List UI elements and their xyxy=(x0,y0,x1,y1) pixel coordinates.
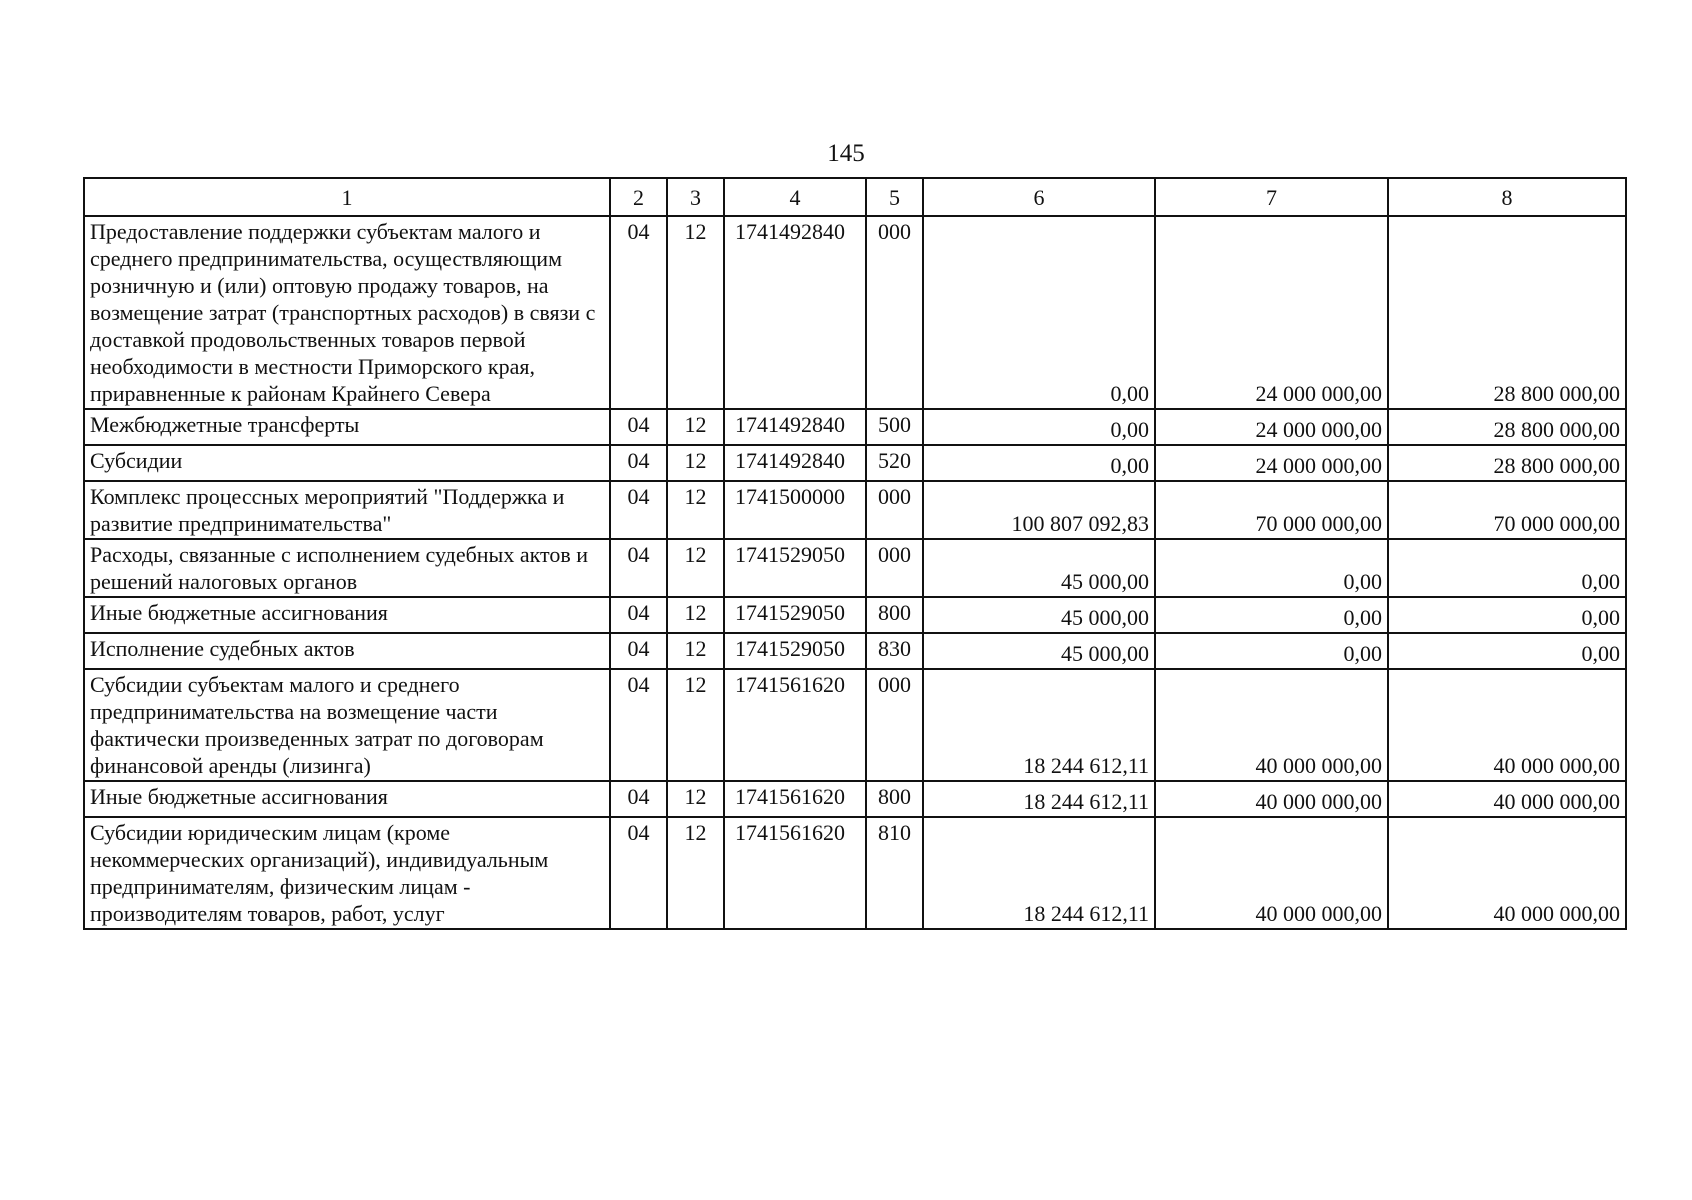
row-target-article: 1741529050 xyxy=(724,539,866,597)
table-row xyxy=(84,216,1626,409)
row-expense-type: 520 xyxy=(866,445,923,481)
row-section-code: 04 xyxy=(610,597,667,633)
row-amount-col7: 0,00 xyxy=(1155,597,1388,633)
row-section-code: 04 xyxy=(610,633,667,669)
row-name: Субсидии юридическим лицам (кроме некоммерческих организаций), индивидуальным предпринимателям, физическим лицам - производителям товаров, работ, услуг xyxy=(84,817,610,929)
row-expense-type: 500 xyxy=(866,409,923,445)
row-name: Субсидии xyxy=(84,445,610,481)
row-name: Предоставление поддержки субъектам малого и среднего предпринимательства, осуществляющим розничную и (или) оптовую продажу товаров, на возмещение затрат (транспортных расходов) в связи с доставкой продовольственных товаров первой необходимости в местности Приморского края, приравненные к районам Крайнего Севера xyxy=(84,216,610,409)
row-target-article: 1741500000 xyxy=(724,481,866,539)
row-expense-type: 000 xyxy=(866,669,923,781)
row-section-code: 04 xyxy=(610,445,667,481)
row-section-code: 04 xyxy=(610,539,667,597)
row-target-article: 1741492840 xyxy=(724,409,866,445)
row-subsection-code: 12 xyxy=(667,781,724,817)
header-col-2: 2 xyxy=(610,178,667,216)
row-target-article: 1741529050 xyxy=(724,633,866,669)
row-target-article: 1741561620 xyxy=(724,669,866,781)
row-subsection-code: 12 xyxy=(667,445,724,481)
row-amount-col7: 24 000 000,00 xyxy=(1155,445,1388,481)
row-amount-col8: 0,00 xyxy=(1388,597,1626,633)
header-col-7: 7 xyxy=(1155,178,1388,216)
row-amount-col6: 18 244 612,11 xyxy=(923,817,1155,929)
table-row xyxy=(84,409,1626,445)
row-section-code: 04 xyxy=(610,216,667,409)
row-expense-type: 000 xyxy=(866,539,923,597)
row-amount-col8: 70 000 000,00 xyxy=(1388,481,1626,539)
header-col-5: 5 xyxy=(866,178,923,216)
header-col-4: 4 xyxy=(724,178,866,216)
row-section-code: 04 xyxy=(610,781,667,817)
row-subsection-code: 12 xyxy=(667,669,724,781)
row-amount-col8: 0,00 xyxy=(1388,633,1626,669)
row-amount-col7: 40 000 000,00 xyxy=(1155,669,1388,781)
row-amount-col8: 40 000 000,00 xyxy=(1388,817,1626,929)
row-subsection-code: 12 xyxy=(667,539,724,597)
row-subsection-code: 12 xyxy=(667,409,724,445)
budget-table xyxy=(83,177,1627,930)
row-amount-col7: 40 000 000,00 xyxy=(1155,817,1388,929)
row-amount-col6: 100 807 092,83 xyxy=(923,481,1155,539)
row-section-code: 04 xyxy=(610,481,667,539)
row-amount-col7: 24 000 000,00 xyxy=(1155,216,1388,409)
row-name: Иные бюджетные ассигнования xyxy=(84,597,610,633)
row-subsection-code: 12 xyxy=(667,216,724,409)
header-row xyxy=(84,178,1626,216)
row-expense-type: 830 xyxy=(866,633,923,669)
row-subsection-code: 12 xyxy=(667,817,724,929)
row-subsection-code: 12 xyxy=(667,597,724,633)
row-name: Расходы, связанные с исполнением судебных актов и решений налоговых органов xyxy=(84,539,610,597)
row-amount-col8: 40 000 000,00 xyxy=(1388,781,1626,817)
header-col-3: 3 xyxy=(667,178,724,216)
table-row xyxy=(84,481,1626,539)
row-amount-col7: 24 000 000,00 xyxy=(1155,409,1388,445)
row-target-article: 1741492840 xyxy=(724,216,866,409)
row-amount-col8: 40 000 000,00 xyxy=(1388,669,1626,781)
row-name: Субсидии субъектам малого и среднего предпринимательства на возмещение части фактически произведенных затрат по договорам финансовой аренды (лизинга) xyxy=(84,669,610,781)
row-name: Комплекс процессных мероприятий "Поддержка и развитие предпринимательства" xyxy=(84,481,610,539)
table-row xyxy=(84,445,1626,481)
row-subsection-code: 12 xyxy=(667,481,724,539)
header-col-6: 6 xyxy=(923,178,1155,216)
row-amount-col7: 0,00 xyxy=(1155,633,1388,669)
row-amount-col7: 0,00 xyxy=(1155,539,1388,597)
table-row xyxy=(84,781,1626,817)
row-target-article: 1741561620 xyxy=(724,781,866,817)
table-row xyxy=(84,597,1626,633)
row-name: Исполнение судебных актов xyxy=(84,633,610,669)
row-amount-col8: 0,00 xyxy=(1388,539,1626,597)
table-row xyxy=(84,669,1626,781)
row-expense-type: 000 xyxy=(866,481,923,539)
row-amount-col6: 0,00 xyxy=(923,409,1155,445)
row-amount-col6: 45 000,00 xyxy=(923,633,1155,669)
header-col-1: 1 xyxy=(84,178,610,216)
row-target-article: 1741492840 xyxy=(724,445,866,481)
row-expense-type: 000 xyxy=(866,216,923,409)
row-amount-col6: 0,00 xyxy=(923,216,1155,409)
row-amount-col6: 18 244 612,11 xyxy=(923,669,1155,781)
row-amount-col7: 40 000 000,00 xyxy=(1155,781,1388,817)
row-expense-type: 800 xyxy=(866,781,923,817)
header-col-8: 8 xyxy=(1388,178,1626,216)
row-name: Межбюджетные трансферты xyxy=(84,409,610,445)
page-number: 145 xyxy=(827,140,865,167)
row-amount-col8: 28 800 000,00 xyxy=(1388,216,1626,409)
row-name: Иные бюджетные ассигнования xyxy=(84,781,610,817)
row-section-code: 04 xyxy=(610,817,667,929)
row-amount-col7: 70 000 000,00 xyxy=(1155,481,1388,539)
row-amount-col6: 18 244 612,11 xyxy=(923,781,1155,817)
row-amount-col6: 0,00 xyxy=(923,445,1155,481)
table-row xyxy=(84,539,1626,597)
row-amount-col8: 28 800 000,00 xyxy=(1388,409,1626,445)
row-amount-col8: 28 800 000,00 xyxy=(1388,445,1626,481)
row-expense-type: 810 xyxy=(866,817,923,929)
row-expense-type: 800 xyxy=(866,597,923,633)
row-amount-col6: 45 000,00 xyxy=(923,539,1155,597)
row-section-code: 04 xyxy=(610,409,667,445)
table-row xyxy=(84,633,1626,669)
row-section-code: 04 xyxy=(610,669,667,781)
row-target-article: 1741561620 xyxy=(724,817,866,929)
row-subsection-code: 12 xyxy=(667,633,724,669)
table-row xyxy=(84,817,1626,929)
row-amount-col6: 45 000,00 xyxy=(923,597,1155,633)
row-target-article: 1741529050 xyxy=(724,597,866,633)
